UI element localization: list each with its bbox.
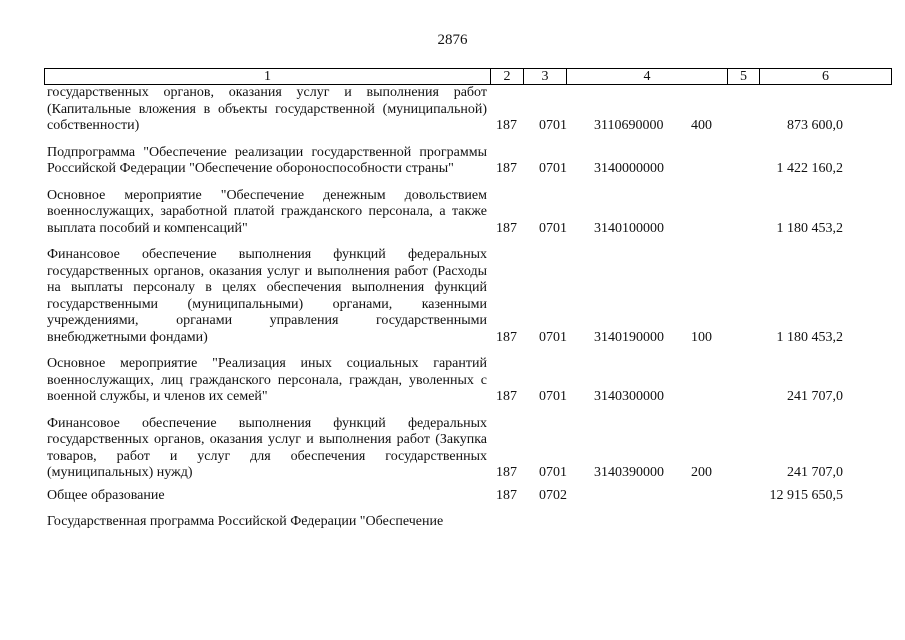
row-col-3: 0701 xyxy=(539,161,567,176)
header-col-4: 4 xyxy=(567,69,728,84)
row-description: Общее образование xyxy=(47,487,165,503)
row-col-6: 241 707,0 xyxy=(787,465,843,480)
table-row xyxy=(0,188,905,238)
header-col-2: 2 xyxy=(491,69,524,84)
row-col-2: 187 xyxy=(496,329,517,345)
row-description: Основное мероприятие "Реализация иных социальных гарантий военнослужащих, лиц гражданского персонала, граждан, уволенных с военной службы, и членов их семей" xyxy=(47,356,487,404)
row-col-6: 12 915 650,5 xyxy=(769,487,843,503)
row-description: государственных органов, оказания услуг и выполнения работ (Капитальные вложения в объекты государственной (муниципальной) собственности) xyxy=(47,85,487,133)
row-col-4: 3140000000 xyxy=(594,161,664,176)
table-row xyxy=(0,416,905,482)
row-col-2: 187 xyxy=(496,487,517,503)
row-description: Государственная программа Российской Федерации "Обеспечение xyxy=(47,514,444,529)
row-col-3: 0701 xyxy=(539,465,567,480)
row-col-2: 187 xyxy=(496,220,517,236)
table-row xyxy=(0,247,905,346)
row-col-4: 3140190000 xyxy=(594,329,664,345)
row-col-6: 873 600,0 xyxy=(787,118,843,133)
row-col-4: 3140300000 xyxy=(594,389,664,404)
page-number: 2876 xyxy=(437,32,468,48)
table-row xyxy=(0,488,905,505)
row-col-6: 1 180 453,2 xyxy=(776,220,843,236)
row-col-3: 0701 xyxy=(539,389,567,404)
row-col-3: 0701 xyxy=(539,329,567,345)
row-description: Финансовое обеспечение выполнения функций федеральных государственных органов, оказания услуг и выполнения работ (Расходы на выплаты персоналу в целях обеспечения выполнения функций государственными (муниципальными) органами, казенными учреждениями, органами управления государственными внебюджетными фондами) xyxy=(47,247,487,345)
table-row xyxy=(0,356,905,406)
table-row xyxy=(0,85,905,135)
row-col-5: 100 xyxy=(691,329,712,345)
header-col-5: 5 xyxy=(728,69,760,84)
table-body xyxy=(0,85,905,541)
row-description: Основное мероприятие "Обеспечение денежным довольствием военнослужащих, заработной платой гражданского персонала, а также выплата пособий и компенсаций" xyxy=(47,187,487,236)
row-col-3: 0702 xyxy=(539,487,567,503)
table-header xyxy=(44,68,892,85)
row-col-6: 241 707,0 xyxy=(787,389,843,404)
row-col-6: 1 422 160,2 xyxy=(776,161,843,176)
table-row xyxy=(0,145,905,178)
row-description: Финансовое обеспечение выполнения функций федеральных государственных органов, оказания услуг и выполнения работ (Закупка товаров, работ и услуг для обеспечения государственных (муниципальных) нужд) xyxy=(47,415,487,480)
row-col-2: 187 xyxy=(496,389,517,404)
table-row xyxy=(0,514,905,531)
row-col-6: 1 180 453,2 xyxy=(776,329,843,345)
row-col-4: 3140100000 xyxy=(594,220,664,236)
header-col-6: 6 xyxy=(822,69,829,84)
header-col-1: 1 xyxy=(45,69,491,84)
row-col-5: 200 xyxy=(691,465,712,480)
row-col-3: 0701 xyxy=(539,220,567,236)
row-col-3: 0701 xyxy=(539,118,567,133)
row-col-4: 3140390000 xyxy=(594,465,664,480)
row-col-4: 3110690000 xyxy=(594,118,664,133)
row-col-5: 400 xyxy=(691,118,712,133)
row-col-2: 187 xyxy=(496,161,517,176)
row-description: Подпрограмма "Обеспечение реализации государственной программы Российской Федерации "Обеспечение обороноспособности страны" xyxy=(47,144,487,176)
row-col-2: 187 xyxy=(496,118,517,133)
row-col-2: 187 xyxy=(496,465,517,480)
header-col-3: 3 xyxy=(524,69,567,84)
